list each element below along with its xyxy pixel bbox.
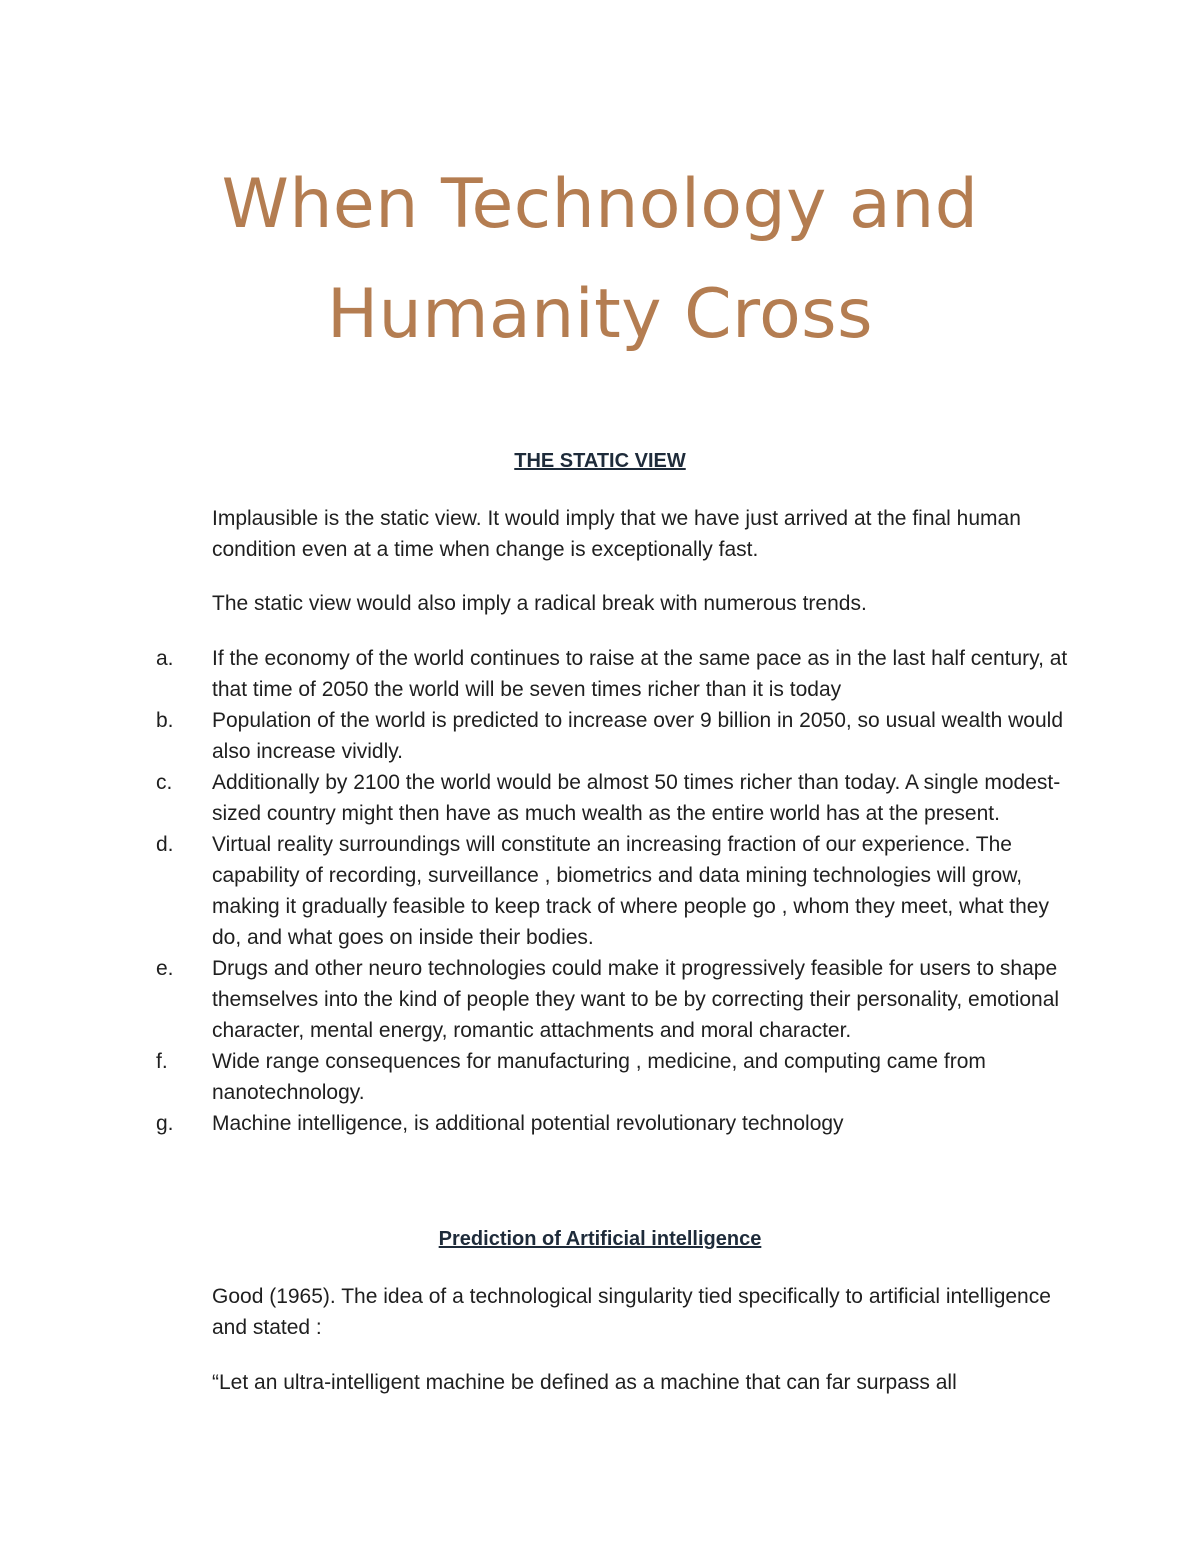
list-marker: f. [156,1050,168,1073]
list-item-text: Population of the world is predicted to increase over 9 billion in 2050, so usual wealth would also increase vividly. [212,709,1064,763]
list-item [0,1046,1072,1108]
list-item-text: Wide range consequences for manufacturing , medicine, and computing came from nanotechnology. [212,1050,986,1104]
ai-prediction-intro-paragraph: Good (1965). The idea of a technological singularity tied specifically to artificial intelligence and stated : [212,1285,1051,1339]
list-item-text: Additionally by 2100 the world would be almost 50 times richer than today. A single modest-sized country might then have as much wealth as the entire world has at the present. [212,771,1061,825]
static-view-lead-paragraph: The static view would also imply a radical break with numerous trends. [212,592,867,615]
list-marker: g. [156,1112,174,1135]
list-marker: b. [156,709,174,732]
document-title [100,150,1100,370]
trends-list [0,643,1200,1139]
list-item [0,705,1072,767]
section-heading-static-view: THE STATIC VIEW [514,450,686,472]
list-item-text: Machine intelligence, is additional potential revolutionary technology [212,1112,844,1135]
title-line-1: When Technology and [221,165,979,244]
list-item [0,953,1072,1046]
static-view-intro-paragraph: Implausible is the static view. It would imply that we have just arrived at the final human condition even at a time when change is exceptionally fast. [212,507,1021,561]
list-item [0,767,1072,829]
section-heading-ai-prediction: Prediction of Artificial intelligence [438,1228,762,1250]
list-item [0,1108,1072,1139]
list-item [0,643,1072,705]
list-item-text: Drugs and other neuro technologies could make it progressively feasible for users to shape themselves into the kind of people they want to be by correcting their personality, emotional character, mental energy, romantic attachments and moral character. [212,957,1060,1042]
list-marker: d. [156,833,174,856]
list-marker: e. [156,957,174,980]
list-item-text: If the economy of the world continues to raise at the same pace as in the last half century, at that time of 2050 the world will be seven times richer than it is today [212,647,1068,701]
title-line-2: Humanity Cross [326,275,874,354]
ai-prediction-quote: “Let an ultra-intelligent machine be defined as a machine that can far surpass all [212,1371,957,1394]
list-item [0,829,1072,953]
list-marker: c. [156,771,173,794]
list-marker: a. [156,647,174,670]
list-item-text: Virtual reality surroundings will constitute an increasing fraction of our experience. The capability of recording, surveillance , biometrics and data mining technologies will grow, making it gradually feasible to keep track of where people go , whom they meet, what they do, and what goes on inside their bodies. [212,833,1049,949]
